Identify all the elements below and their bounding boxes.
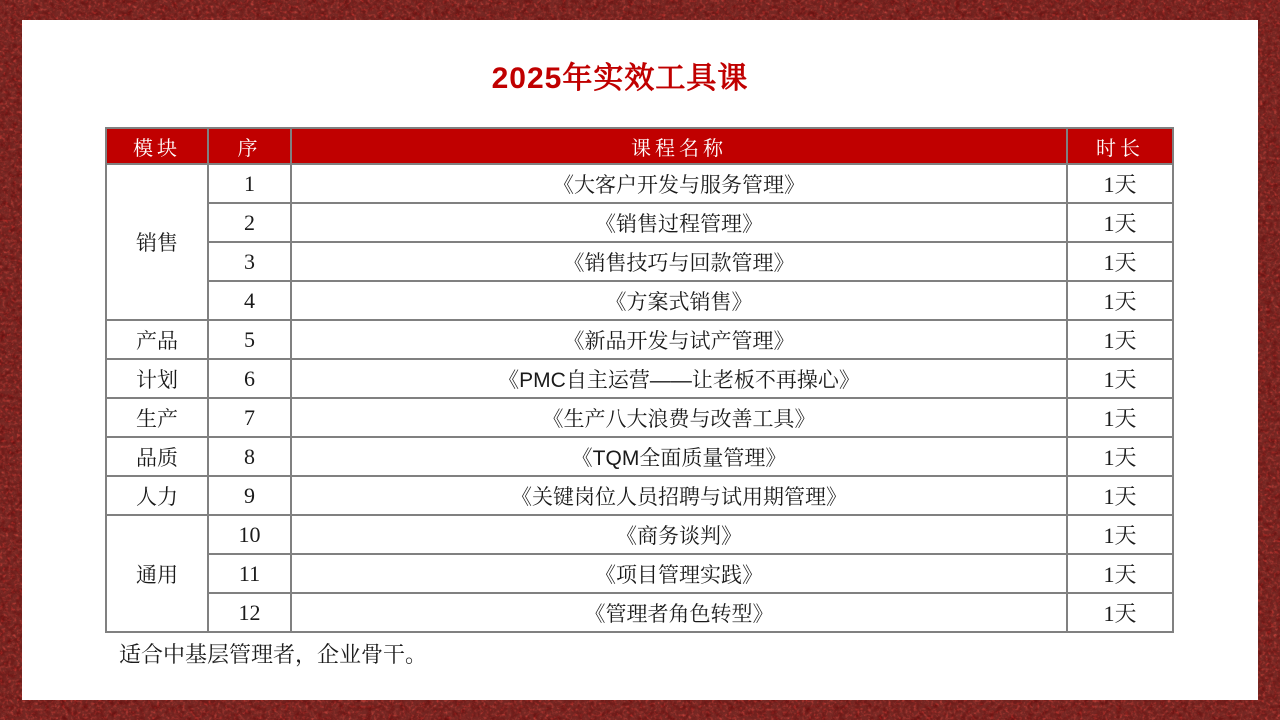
course-cell: 《方案式销售》 [291,281,1067,320]
table-row [106,242,1173,281]
duration-cell: 1天 [1067,515,1173,554]
header-module: 模块 [106,128,208,164]
index-cell: 11 [208,554,291,593]
course-table-header [106,128,1173,164]
index-cell: 10 [208,515,291,554]
course-cell: 《销售过程管理》 [291,203,1067,242]
course-cell: 《PMC自主运营——让老板不再操心》 [291,359,1067,398]
index-cell: 3 [208,242,291,281]
course-cell: 《商务谈判》 [291,515,1067,554]
table-row [106,476,1173,515]
index-cell: 8 [208,437,291,476]
course-cell: 《管理者角色转型》 [291,593,1067,632]
course-cell: 《关键岗位人员招聘与试用期管理》 [291,476,1067,515]
module-cell: 品质 [106,437,208,476]
course-table-body [106,164,1173,632]
table-row [106,359,1173,398]
duration-cell: 1天 [1067,398,1173,437]
course-cell: 《大客户开发与服务管理》 [291,164,1067,203]
course-cell: 《销售技巧与回款管理》 [291,242,1067,281]
duration-cell: 1天 [1067,203,1173,242]
module-cell: 人力 [106,476,208,515]
module-cell: 计划 [106,359,208,398]
duration-cell: 1天 [1067,281,1173,320]
table-row [106,281,1173,320]
index-cell: 5 [208,320,291,359]
header-index: 序 [208,128,291,164]
duration-cell: 1天 [1067,593,1173,632]
index-cell: 9 [208,476,291,515]
table-row [106,515,1173,554]
course-table [105,127,1174,633]
table-row [106,593,1173,632]
header-course-name: 课程名称 [291,128,1067,164]
duration-cell: 1天 [1067,164,1173,203]
duration-cell: 1天 [1067,437,1173,476]
index-cell: 12 [208,593,291,632]
table-row [106,203,1173,242]
table-row [106,320,1173,359]
slide-title: 2025年实效工具课 [491,62,749,95]
index-cell: 7 [208,398,291,437]
course-cell: 《生产八大浪费与改善工具》 [291,398,1067,437]
table-row [106,437,1173,476]
duration-cell: 1天 [1067,554,1173,593]
index-cell: 1 [208,164,291,203]
slide-content [22,20,1258,700]
header-duration: 时长 [1067,128,1173,164]
table-row [106,398,1173,437]
module-cell: 产品 [106,320,208,359]
index-cell: 2 [208,203,291,242]
footer-note: 适合中基层管理者，企业骨干。 [119,642,428,667]
header-row [106,128,1173,164]
module-cell: 销售 [106,164,208,320]
duration-cell: 1天 [1067,359,1173,398]
table-row [106,554,1173,593]
course-cell: 《新品开发与试产管理》 [291,320,1067,359]
course-cell: 《项目管理实践》 [291,554,1067,593]
table-row [106,164,1173,203]
index-cell: 4 [208,281,291,320]
index-cell: 6 [208,359,291,398]
duration-cell: 1天 [1067,476,1173,515]
module-cell: 生产 [106,398,208,437]
duration-cell: 1天 [1067,242,1173,281]
module-cell: 通用 [106,515,208,632]
duration-cell: 1天 [1067,320,1173,359]
course-cell: 《TQM全面质量管理》 [291,437,1067,476]
